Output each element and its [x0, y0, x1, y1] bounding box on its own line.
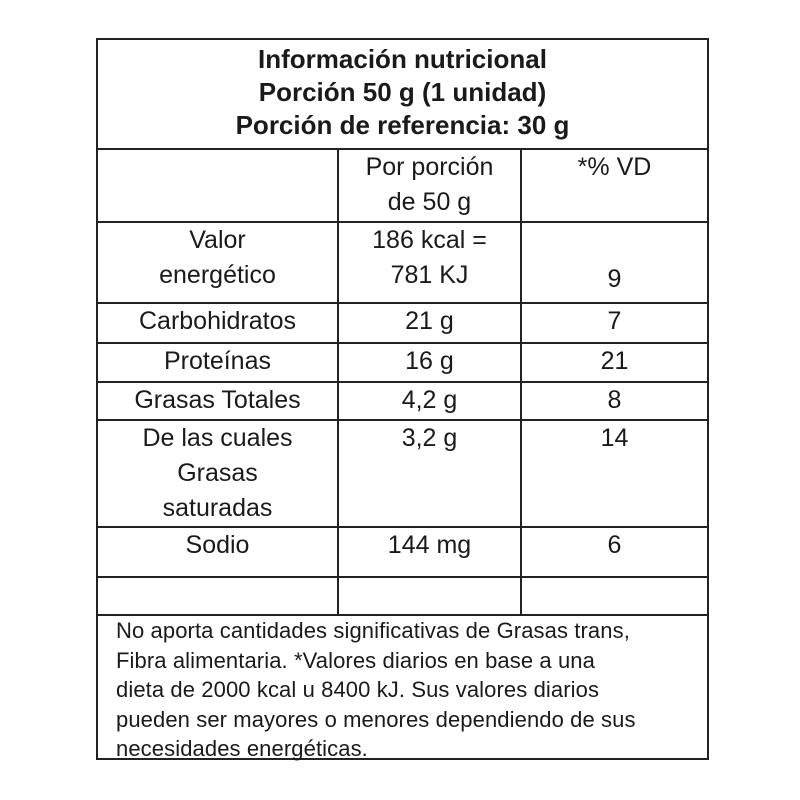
nutrient-daily-value: 21	[521, 343, 707, 382]
nutrient-daily-value: 7	[521, 303, 707, 343]
column-header-row	[98, 150, 707, 222]
table-row	[98, 303, 707, 343]
nutrient-table	[98, 150, 707, 616]
footnote-line: pueden ser mayores o menores dependiendo de sus	[116, 706, 636, 732]
nutrient-amount: 16 g	[338, 343, 521, 382]
footnote	[116, 616, 696, 764]
nutrient-daily-value: 8	[521, 382, 707, 420]
serving-size: Porción 50 g (1 unidad)	[258, 77, 547, 107]
nutrient-amount: 144 mg	[338, 527, 521, 577]
nutrient-name: Sodio	[98, 527, 338, 577]
reference-serving: Porción de referencia: 30 g	[235, 110, 570, 140]
nutrient-name-line: Valor	[189, 226, 246, 254]
nutrient-amount-line: 781 KJ	[390, 261, 469, 289]
nutrient-daily-value: 6	[521, 527, 707, 577]
footnote-line: No aporta cantidades significativas de Grasas trans,	[116, 618, 630, 643]
footnote-line: dieta de 2000 kcal u 8400 kJ. Sus valores diarios	[116, 677, 600, 702]
table-row	[98, 343, 707, 382]
empty-cell	[521, 577, 707, 615]
nutrient-name-line: Grasas	[177, 459, 258, 487]
nutrient-name: Carbohidratos	[98, 303, 338, 343]
nutrient-name-line: saturadas	[162, 494, 273, 522]
nutrient-name-line: De las cuales	[142, 424, 293, 452]
nutrient-name: Grasas Totales	[98, 382, 338, 420]
per-serving-header-line: Por porción	[365, 153, 494, 181]
per-serving-header-line: de 50 g	[387, 188, 472, 216]
nutrient-name: Proteínas	[98, 343, 338, 382]
empty-row	[98, 577, 707, 615]
empty-cell	[98, 577, 338, 615]
footnote-line: necesidades energéticas.	[116, 736, 368, 761]
empty-header-cell	[98, 150, 338, 222]
nutrient-daily-value: 14	[521, 420, 707, 527]
table-row	[98, 382, 707, 420]
nutrient-daily-value: 9	[521, 222, 707, 303]
daily-value-header: *% VD	[521, 150, 707, 222]
empty-cell	[338, 577, 521, 615]
table-row	[98, 527, 707, 577]
nutrient-amount	[338, 222, 521, 303]
per-serving-header	[338, 150, 521, 222]
nutrient-amount: 4,2 g	[338, 382, 521, 420]
nutrient-name-line: energético	[159, 261, 276, 289]
label-header	[98, 40, 707, 150]
nutrient-amount: 3,2 g	[338, 420, 521, 527]
footnote-line: Fibra alimentaria. *Valores diarios en base a una	[116, 647, 595, 673]
label-title: Información nutricional	[258, 44, 547, 74]
nutrient-name	[98, 420, 338, 527]
table-row	[98, 420, 707, 527]
nutrition-facts-label	[96, 38, 709, 760]
nutrient-amount-line: 186 kcal =	[372, 226, 487, 254]
table-row	[98, 222, 707, 303]
nutrient-name	[98, 222, 338, 303]
nutrient-amount: 21 g	[338, 303, 521, 343]
